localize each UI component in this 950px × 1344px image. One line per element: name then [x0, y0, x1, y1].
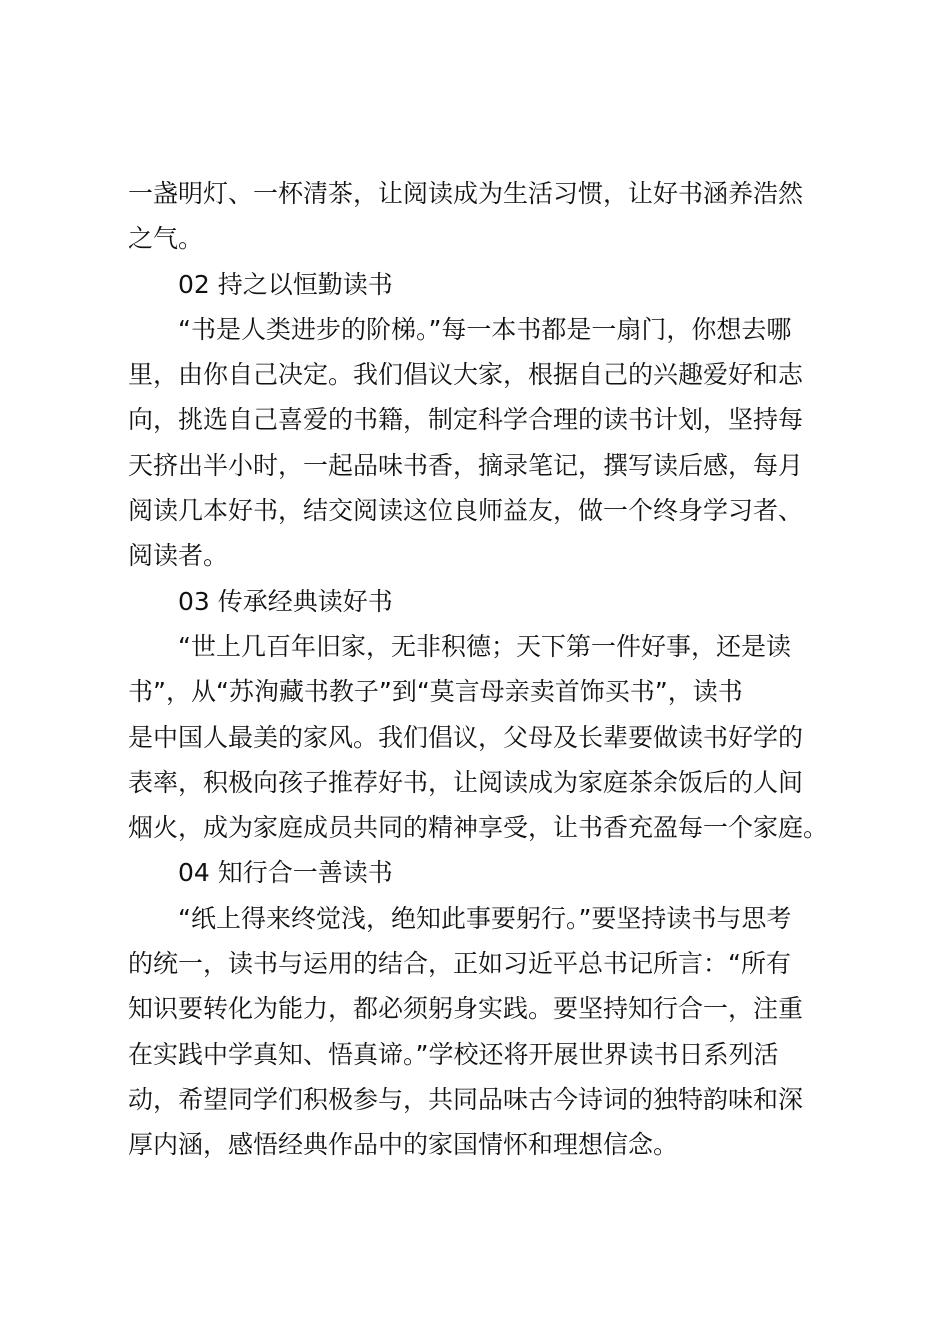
text-line: 阅读者。 — [128, 541, 229, 571]
text-line: 在实践中学真知、悟真谛。”学校还将开展世界读书日系列活 — [128, 1039, 779, 1069]
text-line: 之气。 — [128, 224, 204, 254]
text-line: 知识要转化为能力，都必须躬身实践。要坚持知行合一，注重 — [128, 994, 804, 1024]
body-text — [128, 171, 838, 1168]
section-heading: 02 持之以恒勤读书 — [178, 269, 393, 299]
text-line: 阅读几本好书，结交阅读这位良师益友，做一个终身学习者、 — [128, 496, 804, 526]
text-line: 烟火，成为家庭成员共同的精神享受，让书香充盈每一个家庭。 — [128, 813, 829, 843]
text-line: 厚内涵，感悟经典作品中的家国情怀和理想信念。 — [128, 1130, 679, 1160]
text-line: “纸上得来终觉浅，绝知此事要躬行。”要坚持读书与思考 — [178, 903, 792, 933]
text-line: 一盏明灯、一杯清茶，让阅读成为生活习惯，让好书涵养浩然 — [128, 179, 804, 208]
text-line: 的统一，读书与运用的结合，正如习近平总书记所言：“所有 — [128, 949, 791, 979]
text-line: “世上几百年旧家，无非积德；天下第一件好事，还是读 — [178, 631, 791, 661]
text-line: 动，希望同学们积极参与，共同品味古今诗词的独特韵味和深 — [128, 1084, 804, 1114]
text-line: 表率，积极向孩子推荐好书，让阅读成为家庭茶余饭后的人间 — [128, 767, 804, 797]
text-line: 里，由你自己决定。我们倡议大家，根据自己的兴趣爱好和志 — [128, 360, 804, 390]
section-heading: 03 传承经典读好书 — [178, 586, 393, 616]
text-line: “书是人类进步的阶梯。”每一本书都是一扇门，你想去哪 — [178, 314, 792, 344]
text-line: 是中国人最美的家风。我们倡议，父母及长辈要做读书好学的 — [128, 722, 804, 752]
text-line: 天挤出半小时，一起品味书香，摘录笔记，撰写读后感，每月 — [128, 450, 804, 480]
section-heading: 04 知行合一善读书 — [178, 858, 393, 888]
text-line: 书”，从“苏洵藏书教子”到“莫言母亲卖首饰买书”，读书 — [128, 677, 743, 707]
text-line: 向，挑选自己喜爱的书籍，制定科学合理的读书计划，坚持每 — [128, 405, 804, 435]
